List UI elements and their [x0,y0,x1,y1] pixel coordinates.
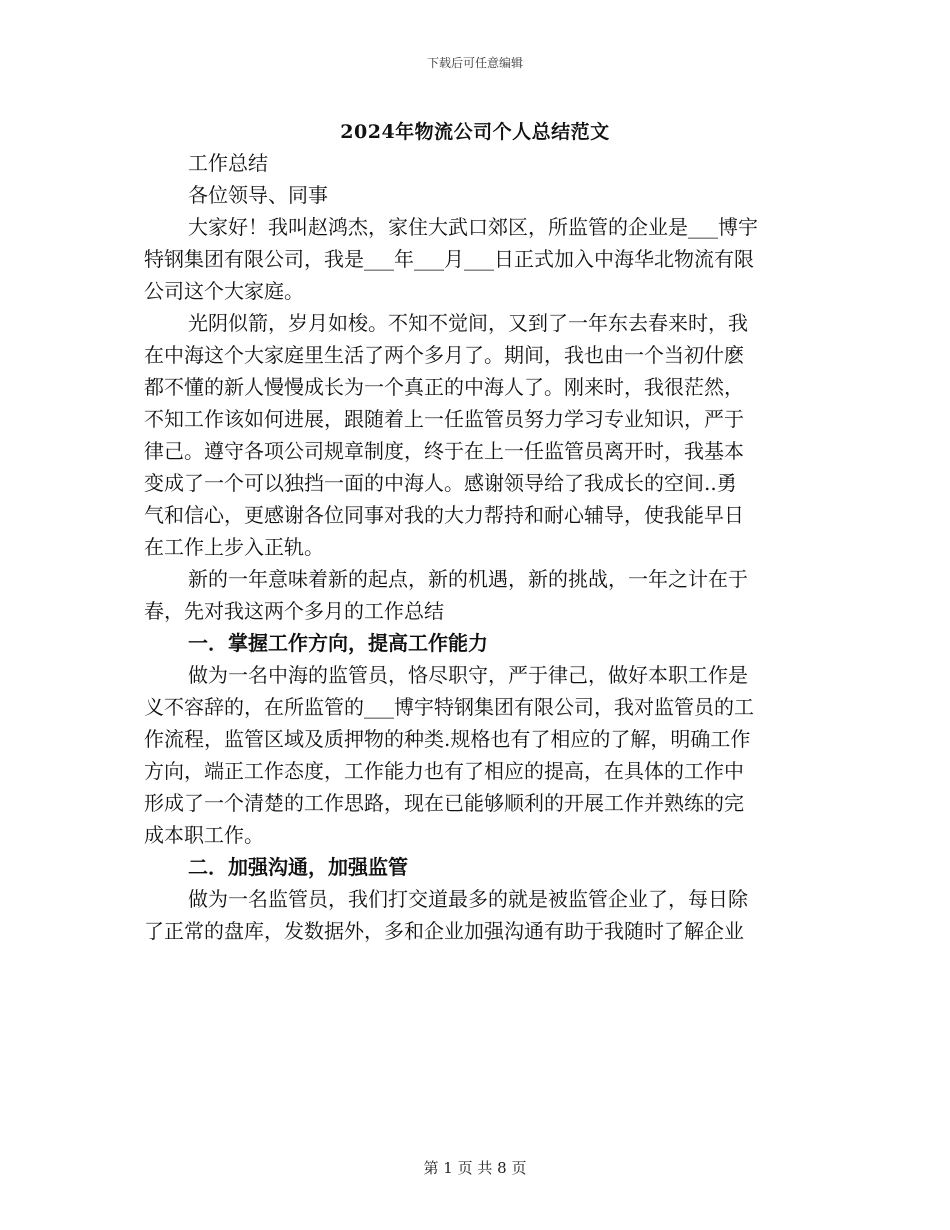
body-text-line: 作流程，监管区域及质押物的种类.规格也有了相应的了解，明确工作 [144,727,751,751]
section-heading: 一．掌握工作方向，提高工作能力 [188,631,488,655]
body-text-line: 新的一年意味着新的起点，新的机遇，新的挑战，一年之计在于 [188,567,748,591]
body-text-line: 各位领导、同事 [188,183,328,207]
body-text-line: 了正常的盘库，发数据外，多和企业加强沟通有助于我随时了解企业 [144,919,744,943]
body-text-line: 公司这个大家庭。 [144,279,304,303]
body-text-line: 做为一名中海的监管员，恪尽职守，严于律己，做好本职工作是 [188,663,748,687]
body-text-line: 不知工作该如何进展，跟随着上一任监管员努力学习专业知识，严于 [144,407,744,431]
body-text-line: 方向，端正工作态度，工作能力也有了相应的提高，在具体的工作中 [144,759,744,783]
body-text-line: 大家好！我叫赵鸿杰，家住大武口郊区，所监管的企业是___博宇 [188,215,758,239]
body-text-line: 在工作上步入正轨。 [144,535,324,559]
body-text-line: 变成了一个可以独挡一面的中海人。感谢领导给了我成长的空间..勇 [144,471,737,495]
body-text-line: 成本职工作。 [144,823,264,847]
page-footer: 第 1 页 共 8 页 [423,1159,527,1177]
document-body [144,147,804,947]
body-text-line: 律己。遵守各项公司规章制度，终于在上一任监管员离开时，我基本 [144,439,744,463]
body-text-line: 义不容辞的，在所监管的___博宇特钢集团有限公司，我对监管员的工 [144,695,754,719]
body-text-line: 在中海这个大家庭里生活了两个多月了。期间，我也由一个当初什麽 [144,343,744,367]
body-text-line: 形成了一个清楚的工作思路，现在已能够顺利的开展工作并熟练的完 [144,791,744,815]
body-text-line: 做为一名监管员，我们打交道最多的就是被监管企业了，每日除 [188,887,748,911]
body-text-line: 光阴似箭，岁月如梭。不知不觉间，又到了一年东去春来时，我 [188,311,748,335]
body-text-line: 都不懂的新人慢慢成长为一个真正的中海人了。刚来时，我很茫然， [144,375,744,399]
section-heading: 二．加强沟通，加强监管 [188,855,408,879]
header-note: 下载后可任意编辑 [426,56,523,70]
document-title: 2024年物流公司个人总结范文 [340,121,610,143]
body-text-line: 工作总结 [188,151,268,175]
body-text-line: 特钢集团有限公司，我是___年___月___日正式加入中海华北物流有限 [144,247,754,271]
body-text-line: 春，先对我这两个多月的工作总结 [144,599,444,623]
body-text-line: 气和信心，更感谢各位同事对我的大力帮持和耐心辅导，使我能早日 [144,503,744,527]
